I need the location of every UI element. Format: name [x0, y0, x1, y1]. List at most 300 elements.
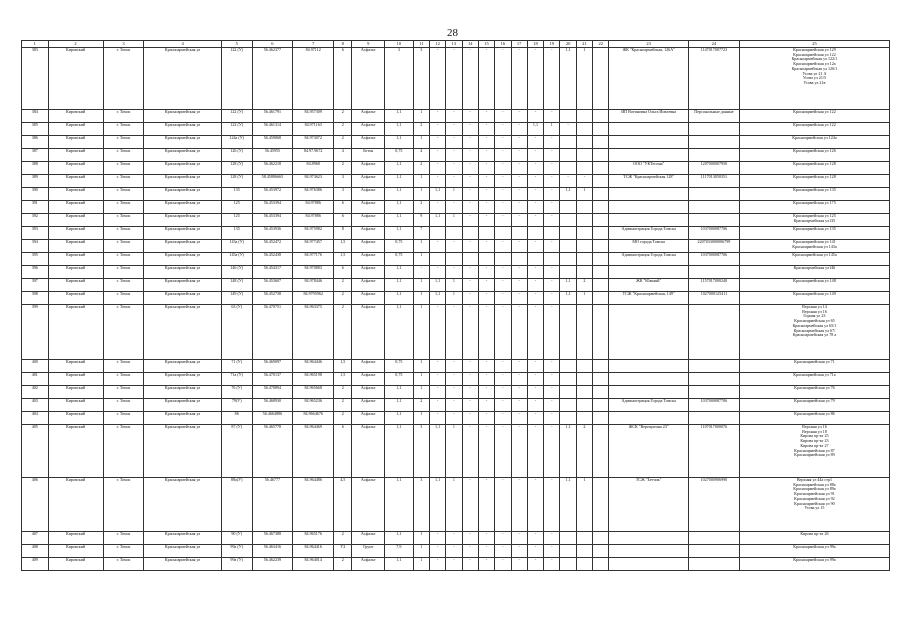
table-cell: г. Томск	[103, 292, 144, 305]
table-cell: 146 (У)	[221, 266, 252, 279]
table-cell: -	[511, 386, 527, 399]
column-number: 6	[252, 41, 293, 48]
table-cell: Асфальт	[352, 478, 385, 532]
table-cell	[609, 558, 689, 571]
table-cell: 1037000087706	[688, 253, 739, 266]
table-cell: 84.964486	[293, 478, 334, 532]
table-cell: Кировский	[48, 136, 103, 149]
table-cell: -	[544, 149, 560, 162]
table-cell	[576, 162, 592, 175]
table-cell: Кировский	[48, 253, 103, 266]
table-cell: 63 (У)	[221, 305, 252, 360]
table-cell: 0,75	[385, 240, 414, 253]
table-cell	[576, 240, 592, 253]
table-cell	[593, 201, 609, 214]
table-row	[22, 201, 890, 214]
table-cell	[609, 305, 689, 360]
table-cell: 1,5	[334, 373, 352, 386]
table-cell: -	[527, 214, 543, 227]
table-cell: 409	[22, 558, 49, 571]
table-cell: Красноармейская ул	[144, 373, 222, 386]
table-cell	[609, 532, 689, 545]
column-number: 16	[495, 41, 511, 48]
table-cell: -	[462, 360, 478, 373]
table-cell: -	[511, 123, 527, 136]
table-cell: 1,1	[385, 201, 414, 214]
table-row	[22, 175, 890, 188]
table-cell: 389	[22, 175, 49, 188]
table-cell	[576, 201, 592, 214]
table-cell: 2	[576, 425, 592, 478]
table-cell: -	[511, 399, 527, 412]
table-cell: 0,75	[385, 149, 414, 162]
page-number: 28	[447, 27, 458, 39]
table-row	[22, 412, 890, 425]
table-cell: Администрация Города Томска	[609, 399, 689, 412]
table-cell: ИП Вотиновна Ольга Иовлевна	[609, 110, 689, 123]
table-cell: 1,1	[385, 175, 414, 188]
table-cell: -	[511, 532, 527, 545]
table-cell: 84.970883	[293, 266, 334, 279]
table-cell: г. Томск	[103, 253, 144, 266]
table-cell: 84.964446	[293, 360, 334, 373]
table-row	[22, 162, 890, 175]
table-cell: -	[527, 558, 543, 571]
table-cell: 79(У)	[221, 399, 252, 412]
table-cell: -	[478, 399, 494, 412]
table-cell: 384	[22, 110, 49, 123]
table-cell: -	[544, 188, 560, 201]
table-cell: -	[446, 266, 462, 279]
table-cell	[609, 149, 689, 162]
table-cell: -	[527, 175, 543, 188]
table-cell: Красноармейская ул	[144, 214, 222, 227]
table-cell: Верхняя ул 44а стр1 Красноармейская ул 88а Красноармейская ул 89а Красноармейская ул 91 Красноармейская ул 92 Красноармейская ул 90 Усова ул 15	[739, 478, 889, 532]
table-cell: Красноармейская ул	[144, 478, 222, 532]
table-cell: -	[462, 214, 478, 227]
table-cell: 56.467388	[252, 532, 293, 545]
table-cell: 135	[221, 188, 252, 201]
table-cell: Асфальт	[352, 292, 385, 305]
table-cell: -	[527, 425, 543, 478]
table-cell: 2	[334, 532, 352, 545]
table-cell: 56.461791	[252, 110, 293, 123]
table-cell: г. Томск	[103, 399, 144, 412]
column-number: 2	[48, 41, 103, 48]
table-cell: 145а (У)	[221, 253, 252, 266]
table-cell: -	[511, 412, 527, 425]
table-cell: ЖК "Красноармейская, 126А"	[609, 48, 689, 110]
table-cell: -	[495, 48, 511, 110]
table-cell: 387	[22, 149, 49, 162]
table-cell: Асфальт	[352, 305, 385, 360]
table-cell: 84.964014	[293, 558, 334, 571]
table-cell: 1,1	[429, 214, 445, 227]
table-cell: 56.459068	[252, 136, 293, 149]
table-cell: -	[462, 532, 478, 545]
table-cell: 56.461314	[252, 123, 293, 136]
table-cell: Кировский	[48, 478, 103, 532]
table-cell: -	[527, 188, 543, 201]
column-number-row	[22, 41, 890, 48]
table-cell: 1,1	[385, 188, 414, 201]
table-cell: -	[544, 136, 560, 149]
table-cell: -	[544, 240, 560, 253]
table-cell: Красноармейская ул	[144, 110, 222, 123]
table-row	[22, 399, 890, 412]
table-cell	[688, 360, 739, 373]
column-number: 14	[462, 41, 478, 48]
table-cell: Красноармейская ул	[144, 48, 222, 110]
table-cell: Кировский	[48, 149, 103, 162]
table-cell: Красноармейская ул 141 Красноармейская ул 143а	[739, 240, 889, 253]
table-cell: Кировский	[48, 162, 103, 175]
table-cell	[429, 227, 445, 240]
table-cell: Красноармейская ул	[144, 201, 222, 214]
table-cell: 56.453972	[252, 188, 293, 201]
table-cell	[688, 386, 739, 399]
table-cell: 404	[22, 412, 49, 425]
table-cell: -	[495, 175, 511, 188]
table-cell: 398	[22, 292, 49, 305]
table-cell: -	[495, 412, 511, 425]
table-cell: -	[511, 240, 527, 253]
table-cell: г. Томск	[103, 201, 144, 214]
table-cell: -	[478, 279, 494, 292]
table-cell	[593, 386, 609, 399]
table-cell: -	[544, 266, 560, 279]
table-cell	[478, 253, 494, 266]
table-cell	[593, 279, 609, 292]
table-cell: -	[462, 292, 478, 305]
table-cell	[576, 558, 592, 571]
table-cell: -	[462, 399, 478, 412]
table-cell: Администрация Города Томска	[609, 253, 689, 266]
table-cell	[593, 175, 609, 188]
table-cell: Асфальт	[352, 266, 385, 279]
table-row	[22, 253, 890, 266]
table-cell: Красноармейская ул 135	[739, 188, 889, 201]
table-cell: г. Томск	[103, 175, 144, 188]
table-cell: -	[527, 478, 543, 532]
table-cell: 84.97886	[293, 214, 334, 227]
table-cell: Администрация Города Томска	[609, 227, 689, 240]
table-cell: Асфальт	[352, 399, 385, 412]
table-cell: 56.468930	[252, 399, 293, 412]
table-cell: Красноармейская ул 71а	[739, 373, 889, 386]
table-cell: 84.957309	[293, 110, 334, 123]
table-cell: Кировский	[48, 266, 103, 279]
table-cell: Красноармейская ул	[144, 227, 222, 240]
table-cell: -	[527, 412, 543, 425]
table-cell: 0,75	[385, 253, 414, 266]
table-cell: -	[527, 305, 543, 360]
table-cell: Асфальт	[352, 386, 385, 399]
table-cell: -	[544, 214, 560, 227]
table-cell: -	[495, 360, 511, 373]
table-cell: 394	[22, 240, 49, 253]
table-cell: 56.453394	[252, 214, 293, 227]
table-cell: 76 (У)	[221, 386, 252, 399]
table-cell: 1157017000240	[688, 279, 739, 292]
table-cell: 3	[413, 48, 429, 110]
table-cell: Кировский	[48, 373, 103, 386]
table-cell: 9	[413, 214, 429, 227]
table-cell: -	[511, 214, 527, 227]
table-cell: Красноармейская ул	[144, 175, 222, 188]
table-cell: 90 (У)	[221, 532, 252, 545]
table-cell: -	[478, 162, 494, 175]
table-cell: -	[495, 292, 511, 305]
table-cell: г. Томск	[103, 478, 144, 532]
table-cell: 148 (У)	[221, 279, 252, 292]
table-cell: Асфальт	[352, 48, 385, 110]
column-number: 23	[609, 41, 689, 48]
table-cell: 1,1	[560, 292, 576, 305]
table-cell	[511, 253, 527, 266]
table-cell: ТСЖ "Бетчик"	[609, 478, 689, 532]
table-cell: -	[429, 532, 445, 545]
table-cell: Кировский	[48, 545, 103, 558]
table-cell	[609, 214, 689, 227]
table-cell: -	[511, 149, 527, 162]
table-cell: -	[462, 123, 478, 136]
table-cell: 2	[334, 110, 352, 123]
table-cell: Кировский	[48, 110, 103, 123]
table-cell: 149 (У)	[221, 292, 252, 305]
table-cell	[429, 253, 445, 266]
table-cell: Красноармейская ул 149	[739, 292, 889, 305]
table-cell	[593, 48, 609, 110]
table-cell: -	[462, 545, 478, 558]
table-cell: 1,1	[385, 558, 414, 571]
table-cell: 84.965176	[293, 532, 334, 545]
table-cell: г. Томск	[103, 532, 144, 545]
table-cell: -	[511, 162, 527, 175]
table-cell: Асфальт	[352, 227, 385, 240]
table-cell: -	[478, 48, 494, 110]
table-cell: г. Томск	[103, 149, 144, 162]
table-cell: -	[478, 412, 494, 425]
table-cell: 388	[22, 162, 49, 175]
table-row	[22, 360, 890, 373]
table-cell: -	[478, 201, 494, 214]
table-cell: 84.97886	[293, 201, 334, 214]
table-cell: 84.9795962	[293, 292, 334, 305]
table-row	[22, 214, 890, 227]
table-cell: -	[462, 48, 478, 110]
table-cell: -	[511, 425, 527, 478]
table-cell: Асфальт	[352, 201, 385, 214]
table-cell: Красноармейская ул 148	[739, 279, 889, 292]
table-cell: -	[478, 240, 494, 253]
table-cell	[593, 110, 609, 123]
table-cell: -	[413, 266, 429, 279]
table-cell: 1	[544, 123, 560, 136]
table-cell: -	[446, 360, 462, 373]
table-cell	[576, 545, 592, 558]
table-cell: Кировский	[48, 240, 103, 253]
table-cell: 1037000087706	[688, 227, 739, 240]
table-cell: Верхняя ул 14 Верхняя ул 16 Горная ул 23 Красноармейская ул 65 Красноармейская ул 65/1 Красноармейская ул 67/ Красноармейская ул 78 а	[739, 305, 889, 360]
table-cell: 56.46777	[252, 478, 293, 532]
table-cell: Кировский	[48, 412, 103, 425]
table-cell	[593, 227, 609, 240]
table-cell: 56.470894	[252, 386, 293, 399]
table-cell: 1	[413, 373, 429, 386]
table-cell: Кирова пр-кт 26	[739, 532, 889, 545]
table-cell: 56.45955	[252, 149, 293, 162]
table-cell	[576, 136, 592, 149]
table-cell: 3	[413, 425, 429, 478]
table-cell: 408	[22, 545, 49, 558]
table-cell: Красноармейская ул 129 Красноармейская ул 122 Красноармейская ул 122/1 Красноармейская ул 12а Красноармейская ул 126/1 Усова ул 21 А Усова ул 21/5 Усова ул 21в	[739, 48, 889, 110]
table-cell: Красноармейская ул 71	[739, 360, 889, 373]
table-cell	[593, 425, 609, 478]
table-cell: 1	[413, 412, 429, 425]
table-cell: -	[446, 386, 462, 399]
table-cell: 1,1	[385, 399, 414, 412]
column-number: 18	[527, 41, 543, 48]
table-row	[22, 386, 890, 399]
table-cell	[544, 227, 560, 240]
table-cell: -	[429, 149, 445, 162]
table-cell: Асфальт	[352, 373, 385, 386]
table-cell	[576, 214, 592, 227]
table-cell: -	[527, 292, 543, 305]
table-cell	[560, 162, 576, 175]
table-cell: -	[429, 558, 445, 571]
table-cell: г. Томск	[103, 240, 144, 253]
table-cell: Красноармейская ул 79	[739, 399, 889, 412]
table-cell	[593, 373, 609, 386]
table-cell: -	[429, 412, 445, 425]
table-cell: 8	[334, 227, 352, 240]
table-cell: -	[446, 175, 462, 188]
table-cell: 56.470751	[252, 305, 293, 360]
table-cell: г. Томск	[103, 110, 144, 123]
table-row	[22, 266, 890, 279]
table-cell: -	[429, 545, 445, 558]
table-cell	[593, 266, 609, 279]
table-cell: Кировский	[48, 399, 103, 412]
table-cell: 1	[413, 292, 429, 305]
table-cell: Асфальт	[352, 425, 385, 478]
table-cell	[688, 136, 739, 149]
table-cell: 56.452438	[252, 253, 293, 266]
table-cell: -	[544, 532, 560, 545]
table-cell: 84.965668	[293, 386, 334, 399]
table-cell: Асфальт	[352, 360, 385, 373]
table-cell: 2	[413, 399, 429, 412]
table-cell: -	[527, 48, 543, 110]
table-cell: г. Томск	[103, 545, 144, 558]
table-cell: г. Томск	[103, 412, 144, 425]
table-cell: -	[511, 110, 527, 123]
table-cell	[688, 149, 739, 162]
table-cell: 56.452738	[252, 292, 293, 305]
table-cell: 1	[446, 279, 462, 292]
table-cell: 4	[334, 149, 352, 162]
table-cell: -	[478, 175, 494, 188]
table-cell: 1,1	[429, 279, 445, 292]
table-cell: 1,1	[429, 188, 445, 201]
table-cell: 396	[22, 266, 49, 279]
table-cell: 1	[413, 558, 429, 571]
table-cell	[688, 558, 739, 571]
table-cell: 1	[576, 292, 592, 305]
table-cell: Кировский	[48, 279, 103, 292]
table-cell	[576, 412, 592, 425]
table-cell: -	[495, 558, 511, 571]
table-cell: -	[527, 240, 543, 253]
table-cell: -	[478, 360, 494, 373]
table-cell: 3	[334, 188, 352, 201]
table-cell	[560, 110, 576, 123]
table-cell	[576, 360, 592, 373]
table-cell: -	[544, 110, 560, 123]
table-cell: 391	[22, 201, 49, 214]
table-cell: Красноармейская ул	[144, 136, 222, 149]
table-cell: Асфальт	[352, 532, 385, 545]
table-cell: -	[560, 123, 576, 136]
table-cell: -	[446, 545, 462, 558]
table-cell: 1,1	[385, 123, 414, 136]
table-cell: Асфальт	[352, 110, 385, 123]
table-cell: Красноармейская ул	[144, 386, 222, 399]
table-cell: -	[462, 266, 478, 279]
table-cell: 56.453394	[252, 201, 293, 214]
table-cell: 84.977176	[293, 253, 334, 266]
table-cell: Красноармейская ул 135	[739, 227, 889, 240]
table-cell: -	[446, 201, 462, 214]
table-cell	[576, 227, 592, 240]
table-cell	[688, 545, 739, 558]
column-number: 15	[478, 41, 494, 48]
table-cell: Асфальт	[352, 136, 385, 149]
table-cell: 2	[334, 123, 352, 136]
table-cell: Асфальт	[352, 188, 385, 201]
table-cell: -	[429, 386, 445, 399]
table-cell: Кировский	[48, 175, 103, 188]
table-cell	[576, 123, 592, 136]
table-cell: 84.971163	[293, 123, 334, 136]
table-cell: -	[544, 201, 560, 214]
table-cell	[576, 253, 592, 266]
table-cell: 407	[22, 532, 49, 545]
table-row	[22, 136, 890, 149]
table-cell	[688, 266, 739, 279]
table-row	[22, 110, 890, 123]
table-cell: Грунт	[352, 545, 385, 558]
table-cell	[593, 240, 609, 253]
table-cell: Кировский	[48, 214, 103, 227]
table-cell: Красноармейская ул	[144, 399, 222, 412]
table-cell: -	[511, 478, 527, 532]
table-cell: -	[527, 532, 543, 545]
table-cell	[593, 558, 609, 571]
table-cell: Красноармейская ул	[144, 412, 222, 425]
table-cell: 1,1	[429, 292, 445, 305]
table-cell: 4	[413, 149, 429, 162]
table-cell: 2	[413, 123, 429, 136]
table-cell: -	[495, 110, 511, 123]
table-cell: -	[478, 123, 494, 136]
table-cell: -	[478, 478, 494, 532]
table-cell: -	[544, 175, 560, 188]
table-cell: -	[544, 399, 560, 412]
table-cell: г. Томск	[103, 425, 144, 478]
